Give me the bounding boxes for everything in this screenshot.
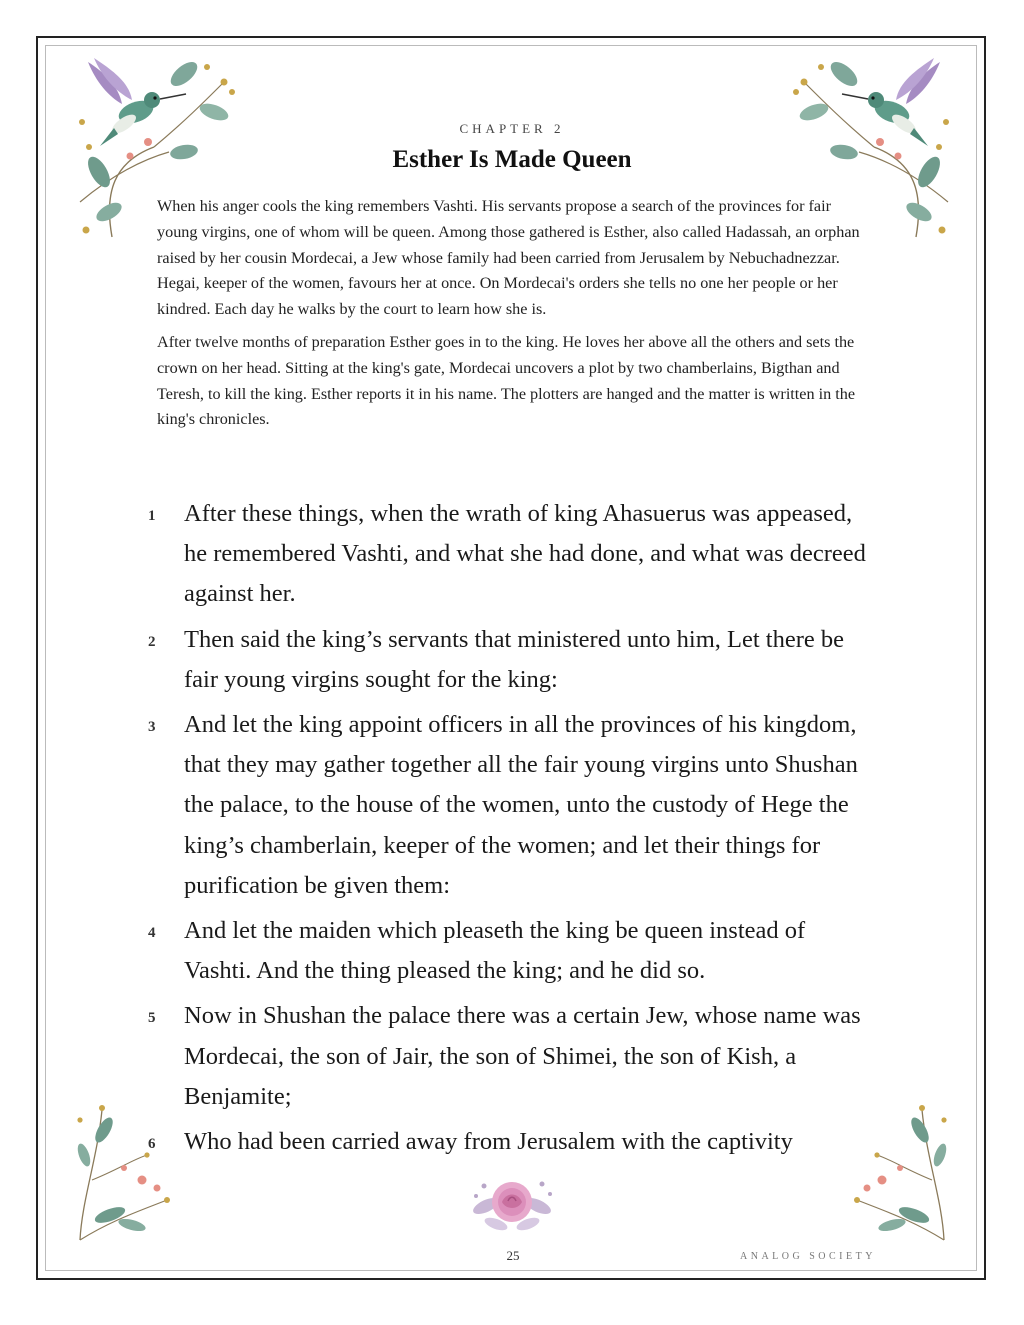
verse-text: Who had been carried away from Jerusalem with the captivity — [184, 1128, 793, 1156]
verse — [148, 494, 878, 615]
verse-text: And let the maiden which pleaseth the king be queen instead of Vashti. And the thing pleased the king; and he did so. — [184, 917, 806, 985]
chapter-summary — [157, 194, 867, 440]
chapter-label: CHAPTER 2 — [459, 121, 565, 136]
brand-footer: ANALOG SOCIETY — [740, 1251, 876, 1262]
verse — [148, 1122, 878, 1162]
verse — [148, 996, 878, 1117]
verse-number: 2 — [148, 633, 156, 650]
verse-number: 6 — [148, 1136, 156, 1153]
verse-number: 4 — [148, 925, 156, 942]
summary-paragraph: After twelve months of preparation Esther goes in to the king. He loves her above all the others and sets the crown on her head. Sitting at the king's gate, Mordecai uncovers a plot by two chamberlains, Bigthan and Teresh, to kill the king. Esther reports it in his name. The plotters are hanged and the matter is written in the king's chronicles. — [157, 332, 856, 429]
verse-number: 1 — [148, 508, 156, 524]
verse-text: Now in Shushan the palace there was a certain Jew, whose name was Mordecai, the son of Jair, the son of Shimei, the son of Kish, a Benjamite; — [184, 1002, 861, 1110]
verse-text: And let the king appoint officers in all the provinces of his kingdom, that they may gather together all the fair young virgins unto Shushan the palace, to the house of the women, unto the custody of Hege the king’s chamberlain, keeper of the women; and let their things for purification be given them: — [184, 711, 858, 899]
verse — [148, 620, 878, 700]
page-number: 25 — [506, 1248, 520, 1263]
verse-list — [148, 494, 878, 1167]
pink-rose-icon — [466, 1166, 558, 1241]
verse — [148, 705, 878, 906]
chapter-title: Esther Is Made Queen — [392, 146, 632, 173]
verse-text: After these things, when the wrath of king Ahasuerus was appeased, he remembered Vashti, and what she had done, and what was decreed against her. — [184, 500, 866, 608]
verse-number: 3 — [148, 719, 156, 736]
summary-paragraph: When his anger cools the king remembers Vashti. His servants propose a search of the provinces for fair young virgins, one of whom will be queen. Among those gathered is Esther, also called Hadassah, an orphan raised by her cousin Mordecai, a Jew whose family had been carried from Jerusalem by Nebuchadnezzar. Hegai, keeper of the women, favours her at once. On Mordecai's orders she tells no one her people or her kindred. Each day he walks by the court to learn how she is. — [157, 197, 860, 319]
verse-text: Then said the king’s servants that ministered unto him, Let there be fair young virgins sought for the king: — [184, 625, 844, 693]
verse-number: 5 — [148, 1010, 156, 1027]
verse — [148, 911, 878, 991]
